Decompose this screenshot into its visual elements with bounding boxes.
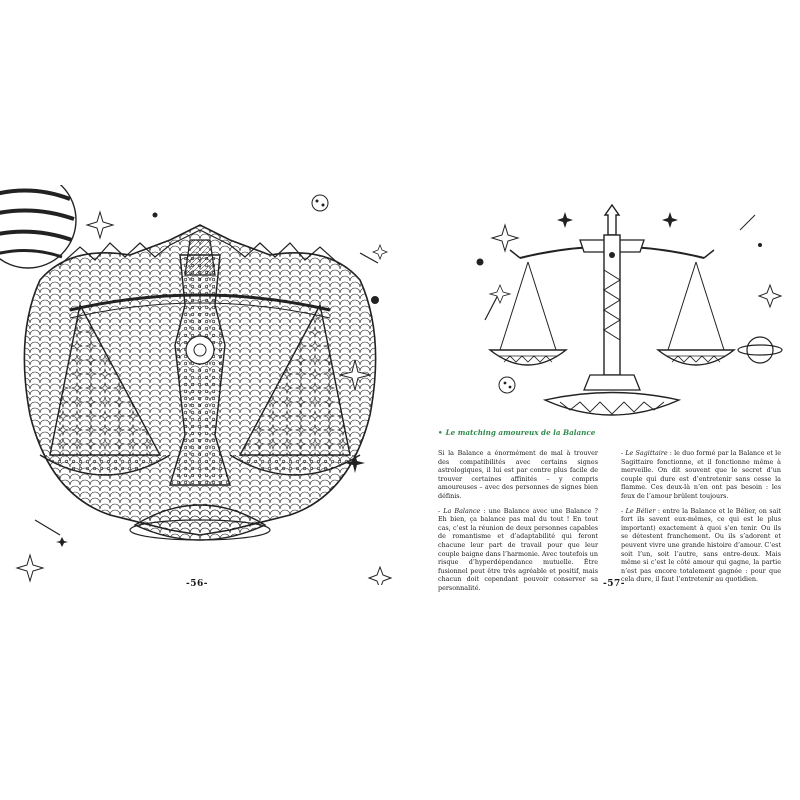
planet-icon bbox=[738, 337, 782, 363]
right-page bbox=[400, 0, 800, 800]
paragraph: - La Balance : une Balance avec une Balance ? Eh bien, ça balance pas mal du tout ! En tout cas, c’est la réunion de deux personnes capables de romantisme et d’adaptabilité qui feront chacune leur part de travail pour que leur couple baigne dans l’harmonie. Avec toutefois un risque d’hyperdépendance mutuelle. Être fusionnel peut être très agréable et positif, mais chacun doit cependant pouvoir conserver sa personnalité. bbox=[438, 506, 598, 592]
heading-bullet: • bbox=[438, 428, 443, 437]
planet-icon bbox=[0, 185, 76, 268]
heading-text: Le matching amoureux de la Balance bbox=[445, 428, 596, 437]
paragraph: - Le Sagittaire : le duo formé par la Balance et le Sagittaire fonctionne, et il fonctionne même à merveille. On dit souvent que le secret d’un couple qui dure est d’entretenir sans cesse la flamme. Ces deux-là n’en ont pas besoin : les feux de l’amour brûlent toujours. bbox=[621, 449, 782, 500]
text-column-left bbox=[438, 449, 598, 599]
star-icon bbox=[477, 212, 782, 307]
page-number: -57- bbox=[603, 579, 625, 589]
paragraph: - Le Bélier : entre la Balance et le Bélier, on sait fort ils savent eux-mêmes, ce qui est le plus important) exactement à quoi s’en tenir. Ou ils se détestent franchement. Ou ils s’adorent et peuvent vivre une grande histoire d’amour. C’est soit l’un, soit l’autre, sans entre-deux. Mais même si c’est le côté amour qui gagne, la partie n’est pas encore totalement gagnée : pour que cela dure, il faut l’entretenir au quotidien. bbox=[621, 506, 781, 584]
sun-icon bbox=[499, 377, 515, 393]
section-heading bbox=[438, 428, 618, 437]
paragraph: Si la Balance a énormément de mal à trouver des compatibilités avec certains signes astrologiques, il lui est par contre plus facile de trouver certaines affinités – y compris amoureuses – avec des personnes de signes bien définis. bbox=[438, 449, 598, 500]
page-number: -56- bbox=[186, 579, 208, 589]
libra-mandala-illustration bbox=[0, 185, 400, 585]
libra-scales-illustration bbox=[470, 190, 800, 430]
text-column-right bbox=[621, 449, 781, 590]
